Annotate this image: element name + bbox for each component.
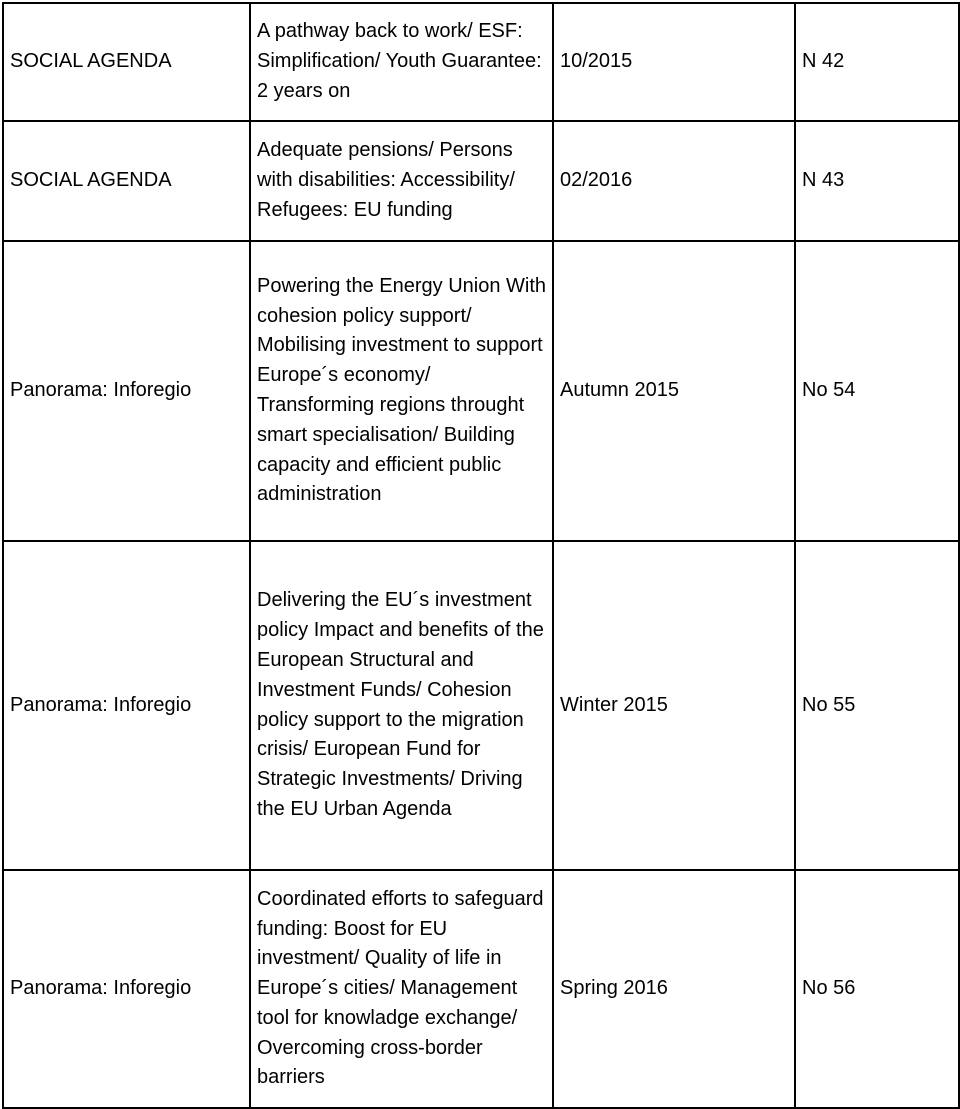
date-cell: Winter 2015 <box>553 541 795 870</box>
publications-table <box>2 2 960 1109</box>
source-cell: Panorama: Inforegio <box>3 241 250 541</box>
table-row <box>3 870 959 1108</box>
table-row <box>3 3 959 121</box>
source-cell: Panorama: Inforegio <box>3 541 250 870</box>
issue-cell: No 56 <box>795 870 959 1108</box>
issue-cell: N 42 <box>795 3 959 121</box>
topics-cell: Delivering the EU´s investment policy Impact and benefits of the European Structural and Investment Funds/ Cohesion policy support to the migration crisis/ European Fund for Strategic Investments/ Driving the EU Urban Agenda <box>250 541 553 870</box>
issue-cell: No 55 <box>795 541 959 870</box>
issue-cell: No 54 <box>795 241 959 541</box>
date-cell: 10/2015 <box>553 3 795 121</box>
source-cell: SOCIAL AGENDA <box>3 121 250 241</box>
topics-cell: Coordinated efforts to safeguard funding: Boost for EU investment/ Quality of life in Europe´s cities/ Management tool for knowladge exchange/ Overcoming cross-border barriers <box>250 870 553 1108</box>
source-cell: Panorama: Inforegio <box>3 870 250 1108</box>
date-cell: 02/2016 <box>553 121 795 241</box>
table-row <box>3 541 959 870</box>
issue-cell: N 43 <box>795 121 959 241</box>
topics-cell: Powering the Energy Union With cohesion policy support/ Mobilising investment to support Europe´s economy/ Transforming regions throught smart specialisation/ Building capacity and efficient public administration <box>250 241 553 541</box>
table-row <box>3 241 959 541</box>
topics-cell: Adequate pensions/ Persons with disabilities: Accessibility/ Refugees: EU funding <box>250 121 553 241</box>
table-row <box>3 121 959 241</box>
date-cell: Autumn 2015 <box>553 241 795 541</box>
date-cell: Spring 2016 <box>553 870 795 1108</box>
source-cell: SOCIAL AGENDA <box>3 3 250 121</box>
topics-cell: A pathway back to work/ ESF: Simplification/ Youth Guarantee: 2 years on <box>250 3 553 121</box>
